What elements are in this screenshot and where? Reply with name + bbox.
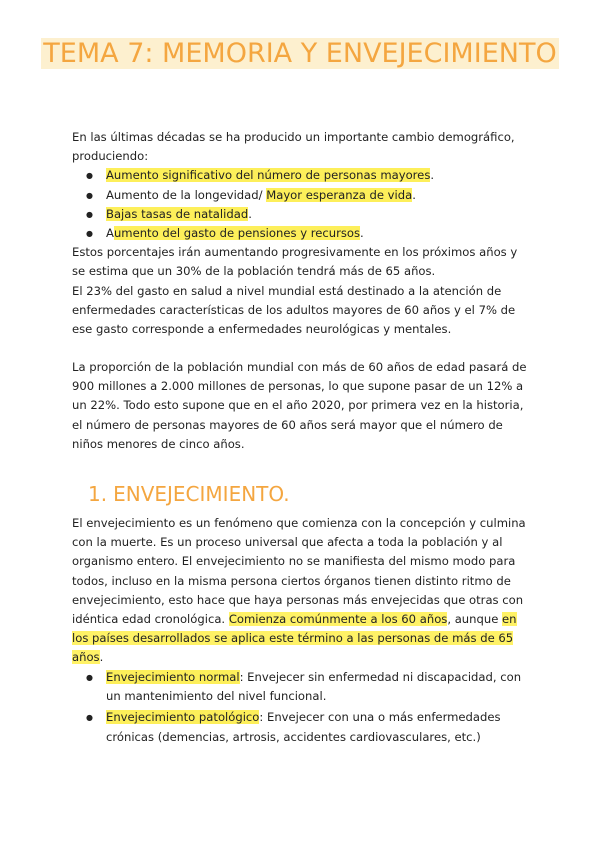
list-item: ● Bajas tasas de natalidad. <box>106 205 532 224</box>
paragraph-health-spending: El 23% del gasto en salud a nivel mundial está destinado a la atención de enfermedades características de los adultos mayores de 60 años y el 7% de ese gasto corresponde a enfermedades neurológicas y mentales. <box>72 283 516 337</box>
list-item: ● Aumento de la longevidad/ Mayor esperanza de vida. <box>106 186 532 205</box>
highlight-age-60: Comienza comúnmente a los 60 años <box>228 612 448 627</box>
aging-types-list <box>72 668 532 747</box>
paragraph-aging: El envejecimiento es un fenómeno que comienza con la concepción y culmina con la muerte. Es un proceso universal que afecta a toda la población y al organismo entero. El envejecimiento no se manifiesta del mismo modo para todos, incluso en la misma persona ciertos órganos tienen distinto ritmo de envejecimiento, esto hace que haya personas más envejecidas que otras con idéntica edad cronológica. Comienza comúnmente a los 60 años, aunque en los países desarrollados se aplica este término a las personas de más de 65 años. <box>72 516 526 665</box>
page-title: TEMA 7: MEMORIA Y ENVEJECIMIENTO <box>43 38 557 69</box>
page-title-block <box>0 38 600 69</box>
aging-types-block <box>72 668 532 747</box>
list-item: ● Envejecimiento patológico: Envejecer con una o más enfermedades crónicas (demencias, artrosis, accidentes cardiovasculares, etc.) <box>106 708 532 746</box>
highlight-developed-countries: en los países desarrollados se aplica este término a las personas de más de 65 años <box>72 612 517 665</box>
section-number: 1. <box>88 482 108 506</box>
intro-line-1: En las últimas décadas se ha producido un importante cambio demográfico, <box>72 130 515 144</box>
list-item: ● Aumento del gasto de pensiones y recursos. <box>106 224 532 243</box>
aging-block <box>72 514 532 668</box>
paragraph-population: La proporción de la población mundial con más de 60 años de edad pasará de 900 millones a 2.000 millones de personas, lo que supone pasar de un 12% a un 22%. Todo esto supone que en el año 2020, por primera vez en la historia, el número de personas mayores de 60 años será mayor que el número de niños menores de cinco años. <box>72 360 527 451</box>
population-block <box>72 358 532 454</box>
demographic-list <box>72 166 532 243</box>
section-title: ENVEJECIMIENTO. <box>113 482 290 506</box>
list-item: ● Envejecimiento normal: Envejecer sin enfermedad ni discapacidad, con un mantenimiento del nivel funcional. <box>106 668 532 706</box>
list-item: ● Aumento significativo del número de personas mayores. <box>106 166 532 185</box>
section-heading <box>88 482 290 506</box>
paragraph-percentages: Estos porcentajes irán aumentando progresivamente en los próximos años y se estima que un 30% de la población tendrá más de 65 años. <box>72 245 518 279</box>
intro-block <box>72 128 532 339</box>
intro-line-2: produciendo: <box>72 149 149 164</box>
